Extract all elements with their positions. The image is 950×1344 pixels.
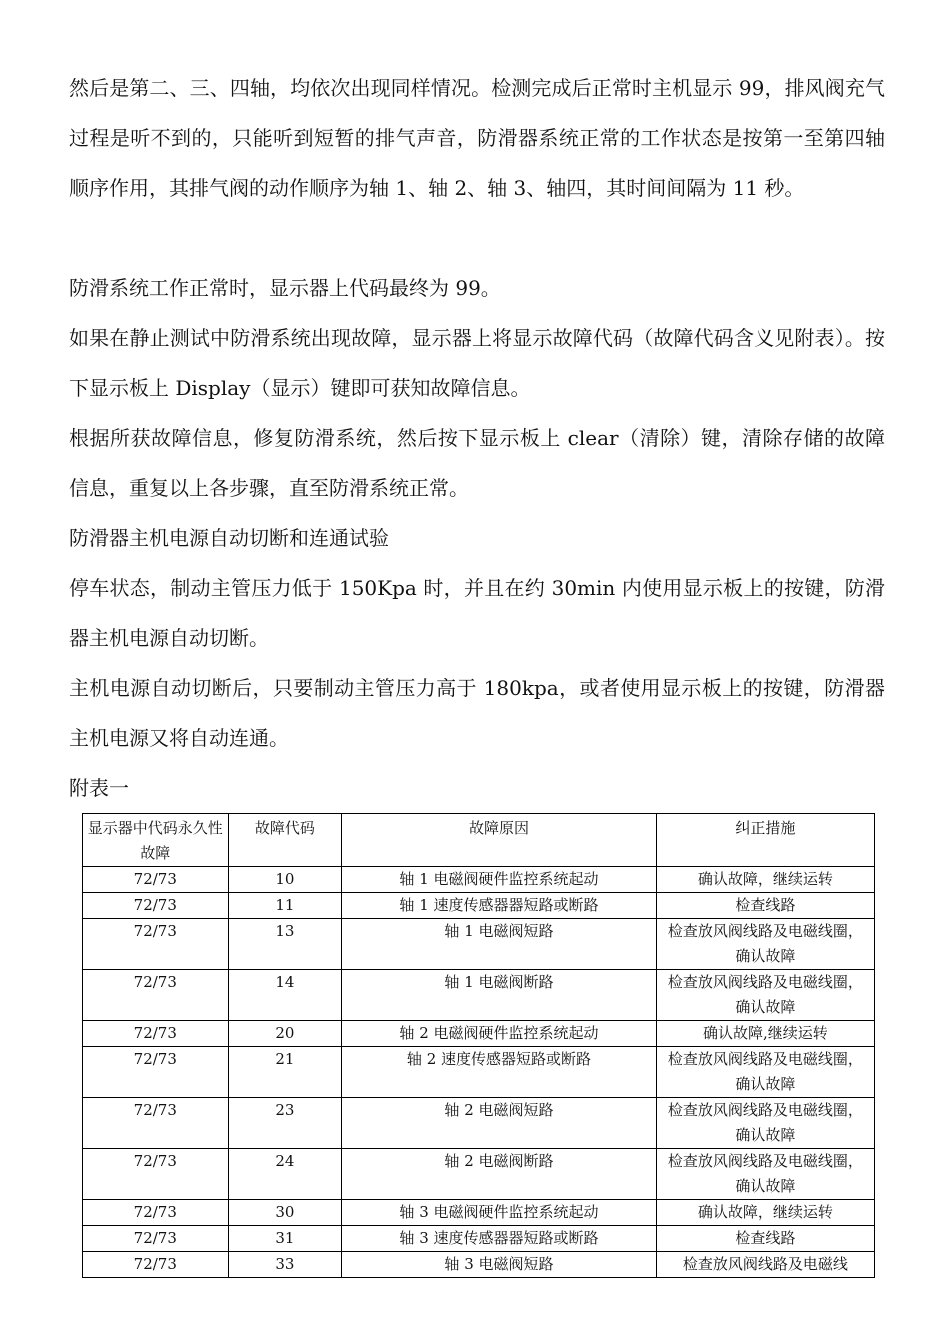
cell-display-code: 72/73 [83,1047,229,1098]
cell-fault-cause: 轴 1 速度传感器器短路或断路 [342,893,657,919]
cell-display-code: 72/73 [83,1021,229,1047]
cell-fault-cause: 轴 3 电磁阀硬件监控系统起动 [342,1200,657,1226]
cell-corrective-action: 检查放风阀线路及电磁线圈，确认故障 [656,1098,874,1149]
cell-display-code: 72/73 [83,1252,229,1278]
cell-fault-code: 13 [228,919,342,970]
cell-corrective-action: 检查放风阀线路及电磁线圈，确认故障 [656,970,874,1021]
column-header-fault-cause: 故障原因 [342,814,657,867]
appendix-title: 附表一 [69,776,129,800]
table-row [83,1021,875,1047]
cell-fault-cause: 轴 1 电磁阀短路 [342,919,657,970]
cell-fault-code: 24 [228,1149,342,1200]
table-row [83,1226,875,1252]
paragraph-power-reconnect: 主机电源自动切断后，只要制动主管压力高于 180kpa，或者使用显示板上的按键，防滑器主机电源又将自动连通。 [69,676,885,750]
cell-fault-cause: 轴 1 电磁阀断路 [342,970,657,1021]
table-row [83,1098,875,1149]
cell-display-code: 72/73 [83,1098,229,1149]
cell-corrective-action: 确认故障，继续运转 [656,1200,874,1226]
paragraph-axle-sequence: 然后是第二、三、四轴，均依次出现同样情况。检测完成后正常时主机显示 99，排风阀充气过程是听不到的，只能听到短暂的排气声音，防滑器系统正常的工作状态是按第一至第四轴顺序作用，其排气阀的动作顺序为轴 1、轴 2、轴 3、轴四，其时间间隔为 11 秒。 [69,76,885,200]
cell-display-code: 72/73 [83,893,229,919]
cell-corrective-action: 检查放风阀线路及电磁线圈，确认故障 [656,1149,874,1200]
cell-corrective-action: 检查线路 [656,1226,874,1252]
cell-fault-code: 33 [228,1252,342,1278]
column-header-fault-code: 故障代码 [228,814,342,867]
column-header-display-code: 显示器中代码永久性故障 [83,814,229,867]
cell-fault-code: 11 [228,893,342,919]
cell-fault-code: 14 [228,970,342,1021]
cell-corrective-action: 检查放风阀线路及电磁线 [656,1252,874,1278]
table-row [83,1200,875,1226]
cell-fault-cause: 轴 2 电磁阀断路 [342,1149,657,1200]
fault-code-table [82,813,875,1278]
cell-fault-code: 10 [228,867,342,893]
cell-fault-code: 31 [228,1226,342,1252]
cell-fault-code: 30 [228,1200,342,1226]
paragraph-fault-display: 如果在静止测试中防滑系统出现故障，显示器上将显示故障代码（故障代码含义见附表）。按下显示板上 Display（显示）键即可获知故障信息。 [69,326,885,400]
cell-fault-cause: 轴 3 电磁阀短路 [342,1252,657,1278]
table-row [83,1252,875,1278]
table-header-row [83,814,875,867]
cell-corrective-action: 确认故障，继续运转 [656,867,874,893]
cell-fault-code: 21 [228,1047,342,1098]
table-row [83,1149,875,1200]
cell-fault-cause: 轴 2 电磁阀短路 [342,1098,657,1149]
cell-display-code: 72/73 [83,919,229,970]
table-row [83,893,875,919]
cell-corrective-action: 检查线路 [656,893,874,919]
cell-display-code: 72/73 [83,1226,229,1252]
cell-display-code: 72/73 [83,1200,229,1226]
cell-fault-code: 23 [228,1098,342,1149]
paragraph-clear-fault: 根据所获故障信息，修复防滑系统，然后按下显示板上 clear（清除）键，清除存储的故障信息，重复以上各步骤，直至防滑系统正常。 [69,426,885,500]
cell-display-code: 72/73 [83,970,229,1021]
cell-fault-cause: 轴 3 速度传感器器短路或断路 [342,1226,657,1252]
cell-display-code: 72/73 [83,1149,229,1200]
table-row [83,1047,875,1098]
table-row [83,919,875,970]
cell-corrective-action: 确认故障,继续运转 [656,1021,874,1047]
column-header-corrective-action: 纠正措施 [656,814,874,867]
cell-fault-code: 20 [228,1021,342,1047]
cell-corrective-action: 检查放风阀线路及电磁线圈，确认故障 [656,1047,874,1098]
cell-fault-cause: 轴 2 速度传感器短路或断路 [342,1047,657,1098]
cell-display-code: 72/73 [83,867,229,893]
cell-corrective-action: 检查放风阀线路及电磁线圈，确认故障 [656,919,874,970]
cell-fault-cause: 轴 1 电磁阀硬件监控系统起动 [342,867,657,893]
table-row [83,970,875,1021]
paragraph-power-cutoff: 停车状态，制动主管压力低于 150Kpa 时，并且在约 30min 内使用显示板上的按键，防滑器主机电源自动切断。 [69,576,885,650]
table-row [83,867,875,893]
paragraph-normal-code: 防滑系统工作正常时，显示器上代码最终为 99。 [69,276,501,300]
section-heading-power-test: 防滑器主机电源自动切断和连通试验 [69,526,389,550]
cell-fault-cause: 轴 2 电磁阀硬件监控系统起动 [342,1021,657,1047]
